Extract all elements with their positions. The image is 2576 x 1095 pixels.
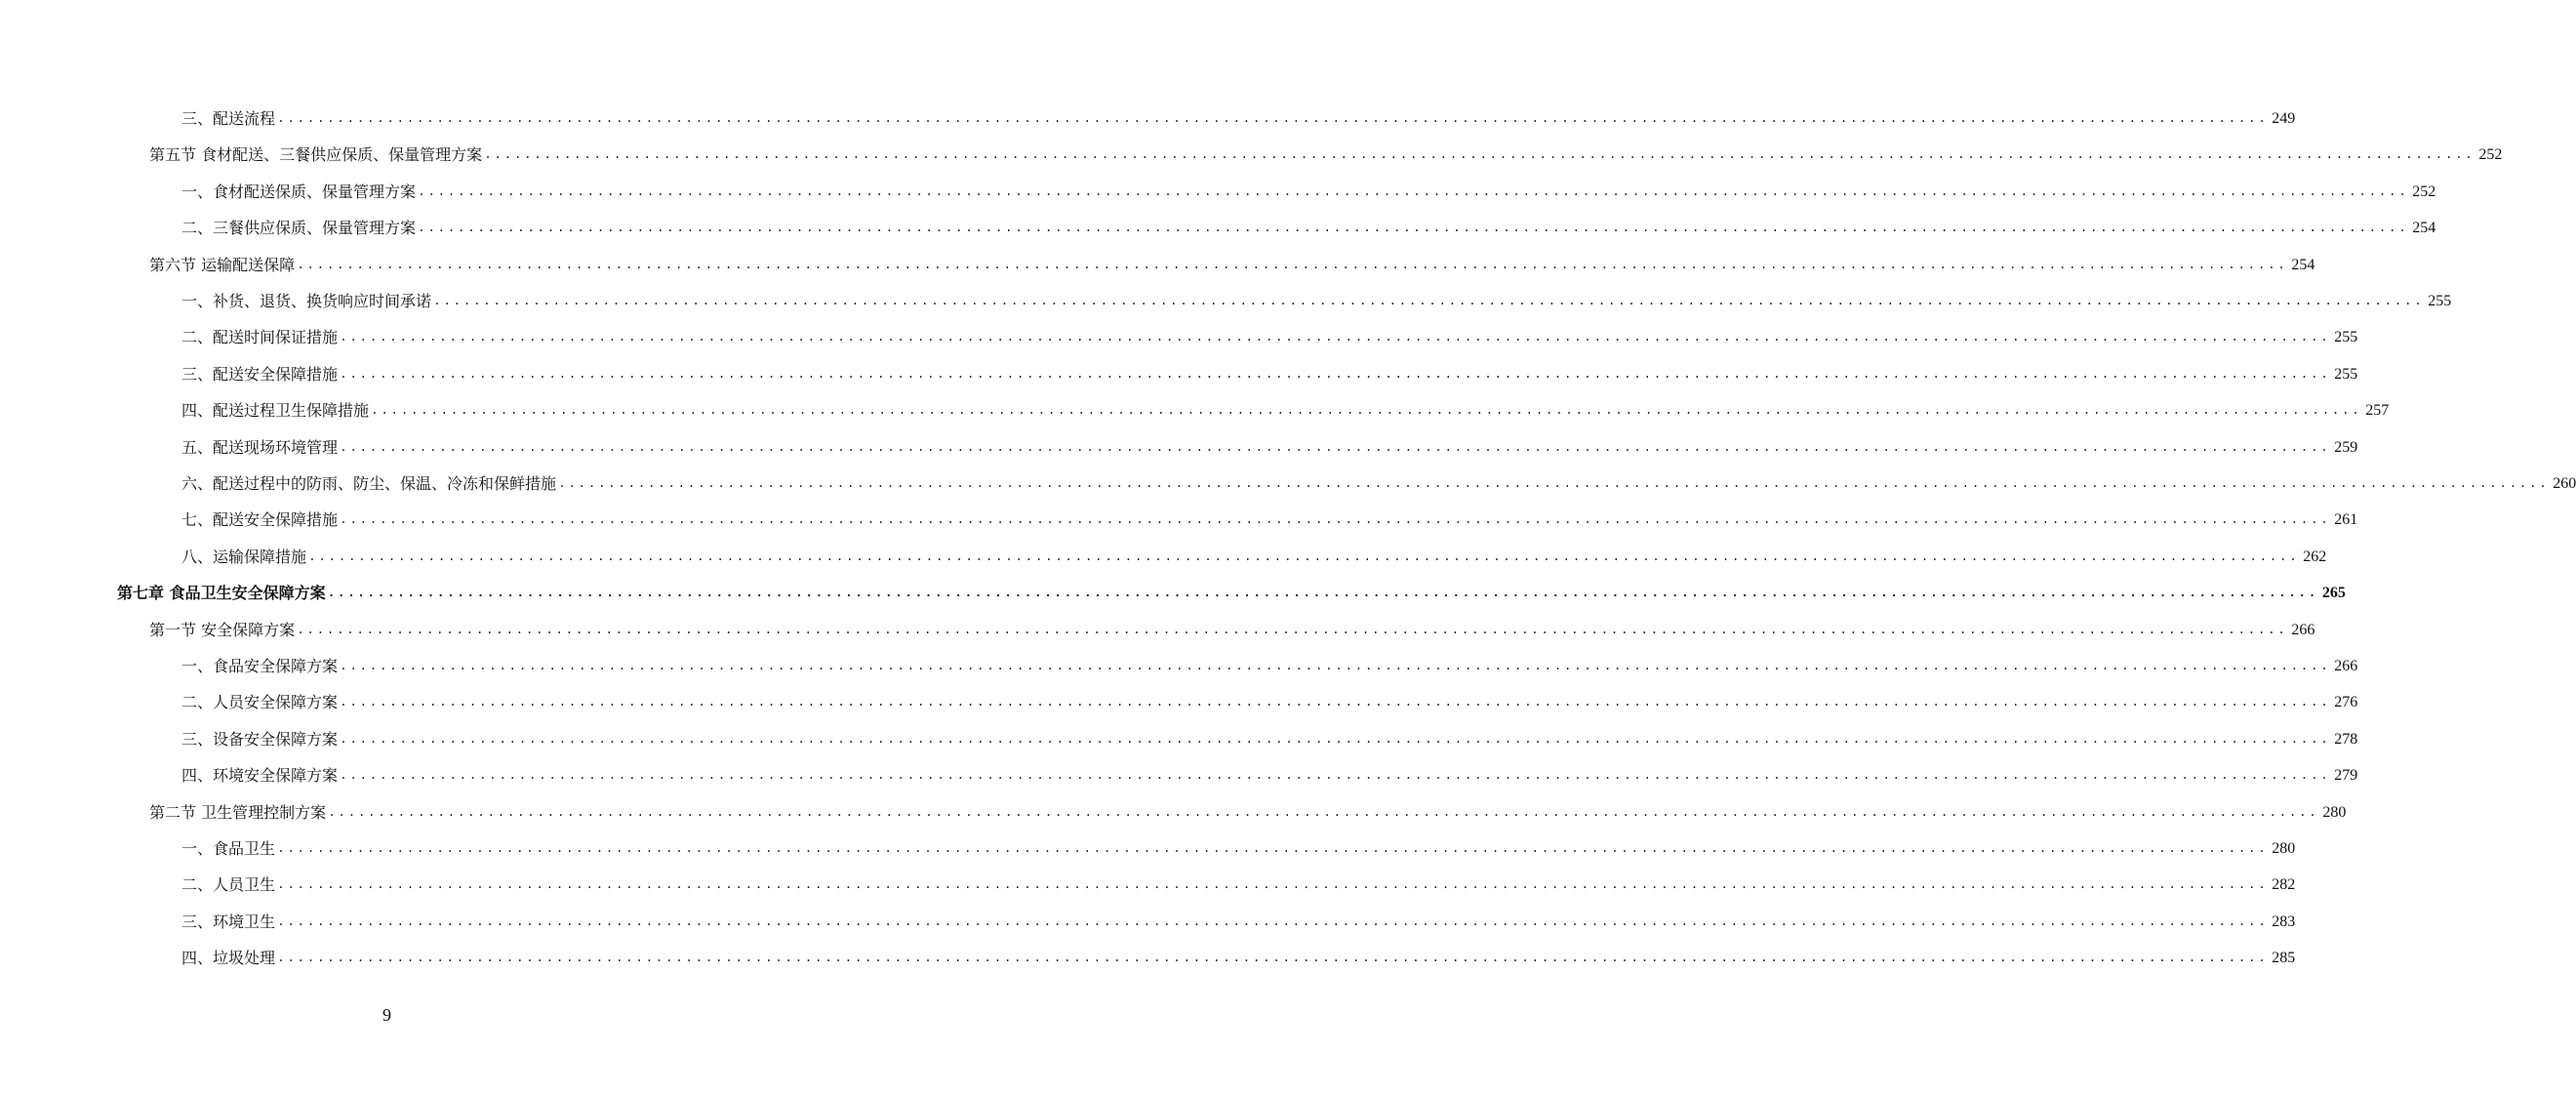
toc-entry-page-number: 261 — [2334, 511, 2358, 529]
toc-entry-title: 八、运输保障措施 — [181, 547, 307, 566]
toc-entry-title: 三、设备安全保障方案 — [181, 729, 339, 749]
toc-entry-title: 第五节 食材配送、三餐供应保质、保量管理方案 — [149, 145, 483, 165]
toc-entry-item[interactable] — [181, 945, 2296, 968]
toc-entry-title: 二、人员卫生 — [181, 875, 276, 895]
toc-entry-page-number: 280 — [2322, 803, 2347, 821]
toc-dot-leader: ........................................................................................................................................................................................................ — [433, 294, 2425, 308]
toc-entry-page-number: 254 — [2291, 256, 2315, 273]
toc-dot-leader: ........................................................................................................................................................................................................ — [340, 695, 2331, 710]
toc-entry-title: 三、环境卫生 — [181, 912, 276, 931]
toc-entry-item[interactable] — [181, 397, 2390, 421]
toc-entry-page-number: 280 — [2272, 840, 2296, 857]
toc-entry-item[interactable] — [181, 726, 2358, 750]
toc-entry-title: 三、配送安全保障措施 — [181, 364, 339, 384]
toc-dot-leader: ........................................................................................................................................................................................................ — [340, 659, 2331, 673]
toc-entry-title: 三、配送流程 — [181, 109, 276, 128]
toc-dot-leader: ........................................................................................................................................................................................................ — [418, 221, 2409, 236]
toc-dot-leader: ........................................................................................................................................................................................................ — [277, 841, 2269, 856]
toc-entry-title: 第六节 运输配送保障 — [149, 255, 296, 274]
toc-entry-item[interactable] — [181, 689, 2358, 712]
toc-entry-page-number: 255 — [2334, 365, 2358, 383]
toc-entry-title: 二、人员安全保障方案 — [181, 693, 339, 712]
toc-dot-leader: ........................................................................................................................................................................................................ — [558, 476, 2550, 491]
page-number: 9 — [382, 1005, 391, 1025]
toc-dot-leader: ........................................................................................................................................................................................................ — [340, 439, 2331, 455]
toc-entry-page-number: 285 — [2272, 950, 2296, 967]
toc-entry-title: 一、食品安全保障方案 — [181, 657, 339, 675]
toc-entry-page-number: 279 — [2334, 767, 2358, 785]
toc-dot-leader: ........................................................................................................................................................................................................ — [340, 330, 2331, 345]
toc-entry-page-number: 259 — [2334, 438, 2358, 456]
toc-entry-title: 五、配送现场环境管理 — [181, 437, 339, 457]
toc-entry-page-number: 260 — [2553, 475, 2576, 492]
toc-entry-page-number: 278 — [2334, 730, 2358, 748]
toc-entry-item[interactable] — [181, 434, 2358, 458]
toc-dot-leader: ........................................................................................................................................................................................................ — [340, 366, 2331, 382]
toc-entry-item[interactable] — [181, 909, 2296, 932]
toc-dot-leader: ........................................................................................................................................................................................................ — [277, 913, 2269, 929]
toc-entry-item[interactable] — [181, 288, 2452, 311]
toc-entry-item[interactable] — [181, 361, 2358, 385]
toc-dot-leader: ........................................................................................................................................................................................................ — [340, 768, 2331, 784]
toc-dot-leader: ........................................................................................................................................................................................................ — [277, 877, 2269, 893]
toc-entry-page-number: 257 — [2365, 402, 2390, 420]
toc-dot-leader: ........................................................................................................................................................................................................ — [418, 183, 2409, 199]
toc-dot-leader: ........................................................................................................................................................................................................ — [371, 403, 2362, 419]
toc-entry-item[interactable] — [181, 835, 2296, 859]
toc-entry-section[interactable] — [149, 799, 2347, 823]
toc-entry-page-number: 266 — [2334, 658, 2358, 674]
toc-entry-item[interactable] — [181, 179, 2436, 202]
toc-entry-title: 四、环境安全保障方案 — [181, 766, 339, 786]
toc-entry-title: 四、垃圾处理 — [181, 949, 276, 968]
toc-entry-title: 第七章 食品卫生安全保障方案 — [117, 584, 326, 603]
toc-entry-page-number: 255 — [2428, 293, 2452, 309]
toc-entry-page-number: 283 — [2272, 912, 2296, 930]
toc-dot-leader: ........................................................................................................................................................................................................ — [327, 586, 2318, 601]
toc-entry-title: 四、配送过程卫生保障措施 — [181, 401, 370, 421]
toc-dot-leader: ........................................................................................................................................................................................................ — [340, 731, 2331, 747]
toc-entry-section[interactable] — [149, 617, 2315, 640]
toc-entry-title: 一、食品卫生 — [181, 839, 276, 858]
toc-entry-page-number: 252 — [2412, 182, 2436, 200]
toc-entry-page-number: 276 — [2334, 694, 2358, 711]
toc-dot-leader: ........................................................................................................................................................................................................ — [297, 622, 2288, 637]
toc-entry-item[interactable] — [181, 653, 2358, 676]
toc-entry-item[interactable] — [181, 762, 2358, 786]
toc-entry-item[interactable] — [181, 105, 2296, 129]
toc-dot-leader: ........................................................................................................................................................................................................ — [308, 548, 2300, 564]
toc-entry-section[interactable] — [149, 252, 2315, 275]
toc-entry-title: 二、三餐供应保质、保量管理方案 — [181, 219, 417, 238]
toc-dot-leader: ........................................................................................................................................................................................................ — [277, 951, 2269, 966]
toc-entry-item[interactable] — [181, 872, 2296, 895]
toc-entry-item[interactable] — [181, 544, 2327, 567]
toc-entry-title: 六、配送过程中的防雨、防尘、保温、冷冻和保鲜措施 — [181, 474, 557, 493]
toc-dot-leader: ........................................................................................................................................................................................................ — [340, 512, 2331, 528]
toc-entry-item[interactable] — [181, 324, 2358, 347]
toc-entry-title: 七、配送安全保障措施 — [181, 510, 339, 530]
toc-entry-item[interactable] — [181, 215, 2436, 238]
toc-entry-page-number: 254 — [2412, 220, 2436, 237]
toc-entry-chapter[interactable] — [117, 580, 2346, 603]
toc-entry-title: 第一节 安全保障方案 — [149, 620, 296, 639]
toc-entry-title: 一、补货、退货、换货响应时间承诺 — [181, 292, 432, 310]
toc-entry-title: 二、配送时间保证措施 — [181, 328, 339, 347]
toc-entry-page-number: 249 — [2272, 110, 2296, 127]
toc-dot-leader: ........................................................................................................................................................................................................ — [277, 111, 2269, 126]
toc-entry-title: 一、食材配送保质、保量管理方案 — [181, 182, 417, 201]
toc-entry-page-number: 265 — [2321, 585, 2346, 602]
toc-entry-title: 第二节 卫生管理控制方案 — [149, 802, 327, 822]
toc-dot-leader: ........................................................................................................................................................................................................ — [328, 804, 2319, 820]
toc-dot-leader: ........................................................................................................................................................................................................ — [297, 257, 2288, 272]
toc-dot-leader: ........................................................................................................................................................................................................ — [484, 147, 2475, 163]
toc-entry-page-number: 266 — [2291, 621, 2315, 638]
toc-entry-page-number: 262 — [2303, 548, 2327, 565]
toc-entry-item[interactable] — [181, 470, 2576, 494]
toc-entry-item[interactable] — [181, 507, 2358, 530]
toc-entry-page-number: 282 — [2272, 876, 2296, 894]
toc-entry-page-number: 252 — [2478, 146, 2503, 164]
toc-entry-page-number: 255 — [2334, 329, 2358, 346]
toc-entry-section[interactable] — [149, 142, 2503, 165]
